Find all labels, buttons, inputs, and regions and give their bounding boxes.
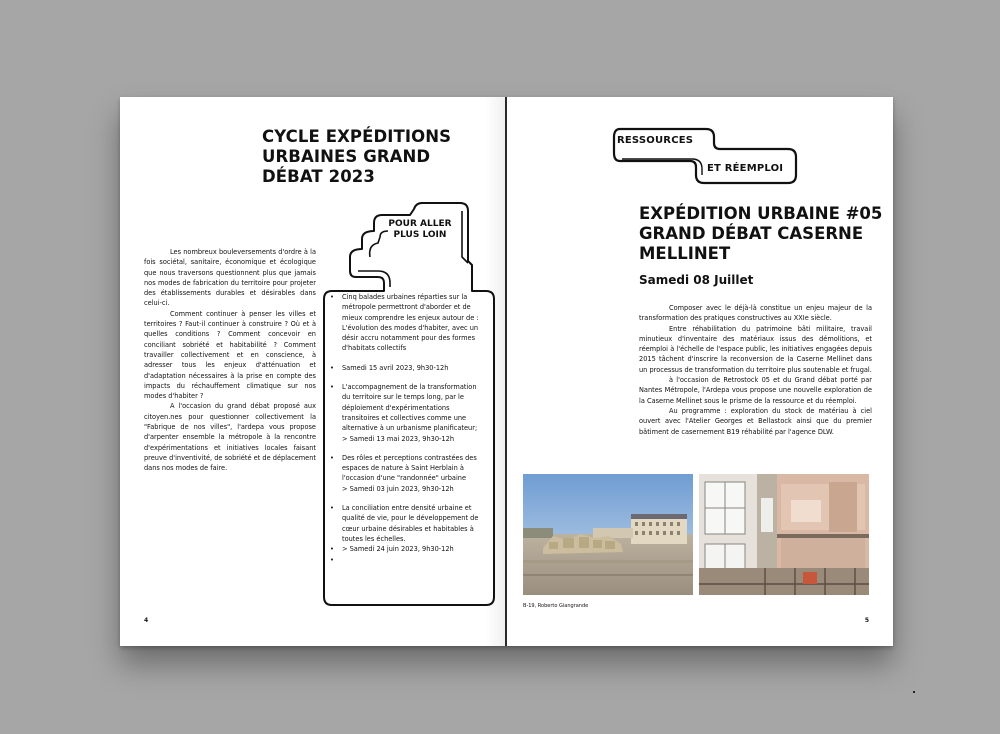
paragraph: Comment continuer à penser les villes et territoires ? Faut-il continuer à construire ? Où et à quelles conditions ? Comment concevoir en conciliant sobriété et habitabilité ? Comment travailler collectivement et en conscience, à adresser tous les enjeux d'atténuation et d'adaptation nécessaires à la prise en compte des impacts du réchauffement climatique sur nos modes d'habiter ? bbox=[144, 309, 316, 401]
paragraph: à l'occasion de Retrostock 05 et du Grand débat porté par Nantes Métropole, l'Ardepa vous propose une nouvelle exploration de la Caserne Mellinet sous le prisme de la ressource et du réemploi. bbox=[639, 376, 872, 405]
paragraph: Au programme : exploration du stock de matériau à ciel ouvert avec l'Atelier Georges et Bellastock ainsi que du premier bâtiment de casernement B19 réhabilité par l'agence DLW. bbox=[639, 406, 872, 436]
title-line: DÉBAT 2023 bbox=[262, 167, 375, 186]
photo-caption: B-19, Roberto Giangrande bbox=[523, 603, 589, 609]
title-line: URBAINES GRAND bbox=[262, 147, 431, 166]
bullet-icon: • bbox=[330, 363, 334, 372]
bullet-icon: • bbox=[330, 545, 334, 554]
photo-outdoor-image bbox=[523, 474, 693, 595]
bullet-icon: • bbox=[330, 293, 334, 301]
left-page-title bbox=[262, 127, 482, 187]
list-item-text: Cinq balades urbaines réparties sur la métropole permettront d'aborder et de mieux comprendre les enjeux autour de : L'évolution des modes d'habiter, avec un désir accru notamment pour des formes d'habitats collectifs bbox=[342, 293, 479, 353]
list-item bbox=[330, 434, 485, 444]
aside-box bbox=[322, 201, 496, 607]
left-body-text bbox=[144, 247, 316, 474]
list-item-text: > Samedi 03 juin 2023, 9h30-12h bbox=[342, 484, 454, 493]
paragraph: Les nombreux bouleversements d'ordre à la fois sociétal, sanitaire, économique et écologique que nous traversons questionnent plus que jamais nos modes de fabrication du territoire pour projeter des établissements durables et désirables dans celui-ci. bbox=[144, 248, 316, 308]
rubric-label: ET RÉEMPLOI bbox=[707, 163, 784, 174]
list-item bbox=[330, 292, 485, 354]
bullet-icon: • bbox=[330, 555, 334, 564]
title-line: GRAND DÉBAT CASERNE bbox=[639, 224, 864, 243]
event-list bbox=[330, 292, 485, 564]
aside-title-line: POUR ALLER bbox=[388, 219, 452, 229]
bullet-icon: • bbox=[330, 383, 334, 392]
bullet-icon: • bbox=[330, 504, 334, 513]
page-number: 4 bbox=[144, 617, 149, 624]
list-item bbox=[330, 503, 485, 544]
list-item-text: > Samedi 24 juin 2023, 9h30-12h bbox=[342, 545, 454, 554]
right-page-title bbox=[639, 204, 889, 264]
photo-interior-image bbox=[699, 474, 869, 595]
paragraph: A l'occasion du grand débat proposé aux citoyen.nes pour questionner collectivement la "Fabrique de nos villes", l'ardepa vous propose d'arpenter ensemble la métropole à la rencontre d'expérimentations et initiatives locales faisant preuve d'inventivité, de sobriété et de déplacement dans nos modes de faire. bbox=[144, 402, 316, 473]
bullet-icon: • bbox=[330, 453, 334, 462]
title-line: MELLINET bbox=[639, 244, 731, 263]
left-page bbox=[120, 97, 506, 646]
title-line: CYCLE EXPÉDITIONS bbox=[262, 127, 452, 146]
page-number: 5 bbox=[864, 617, 869, 624]
dust-speck bbox=[913, 691, 915, 693]
right-body-text bbox=[639, 303, 872, 437]
list-item-text: La conciliation entre densité urbaine et qualité de vie, pour le développement de cœur urbaine désirables et habitables à toutes les échelles. bbox=[342, 504, 479, 543]
right-page bbox=[507, 97, 893, 646]
photo-interior-b19 bbox=[699, 474, 869, 595]
list-item-text: L'accompagnement de la transformation du territoire sur le temps long, par le déploiement d'expérimentations transitoires et collectives comme une alternative à un urbanisme planificateur; bbox=[342, 383, 478, 433]
list-item bbox=[330, 382, 485, 433]
event-date: Samedi 08 Juillet bbox=[639, 273, 754, 287]
paragraph: Entre réhabilitation du patrimoine bâti militaire, travail minutieux d'inventaire des matériaux issus des démolitions, et réemploi à l'échelle de l'espace public, les initiatives engagées depuis 2015 tâchent d'inscrire la reconversion de la Caserne Mellinet dans un processus de transformation du territoire plus soutenable et frugal. bbox=[639, 324, 872, 374]
list-item bbox=[330, 484, 485, 494]
list-item-text: Samedi 15 avril 2023, 9h30-12h bbox=[342, 363, 449, 372]
aside-title-line: PLUS LOIN bbox=[393, 230, 447, 240]
magazine-spread bbox=[120, 97, 893, 646]
paragraph: Composer avec le déjà-là constitue un enjeu majeur de la transformation des pratiques constructives au XXIe siècle. bbox=[639, 304, 872, 323]
photo-outdoor-site bbox=[523, 474, 693, 595]
list-item bbox=[330, 544, 485, 554]
list-item-text: > Samedi 13 mai 2023, 9h30-12h bbox=[342, 434, 455, 443]
list-item bbox=[330, 363, 485, 373]
rubric-label: RESSOURCES bbox=[617, 135, 694, 146]
list-item-text: Des rôles et perceptions contrastées des espaces de nature à Saint Herblain à l'occasion d'une "randonnée" urbaine bbox=[342, 453, 477, 483]
list-item bbox=[330, 453, 485, 484]
aside-title bbox=[370, 219, 470, 241]
title-line: EXPÉDITION URBAINE #05 bbox=[639, 204, 883, 223]
